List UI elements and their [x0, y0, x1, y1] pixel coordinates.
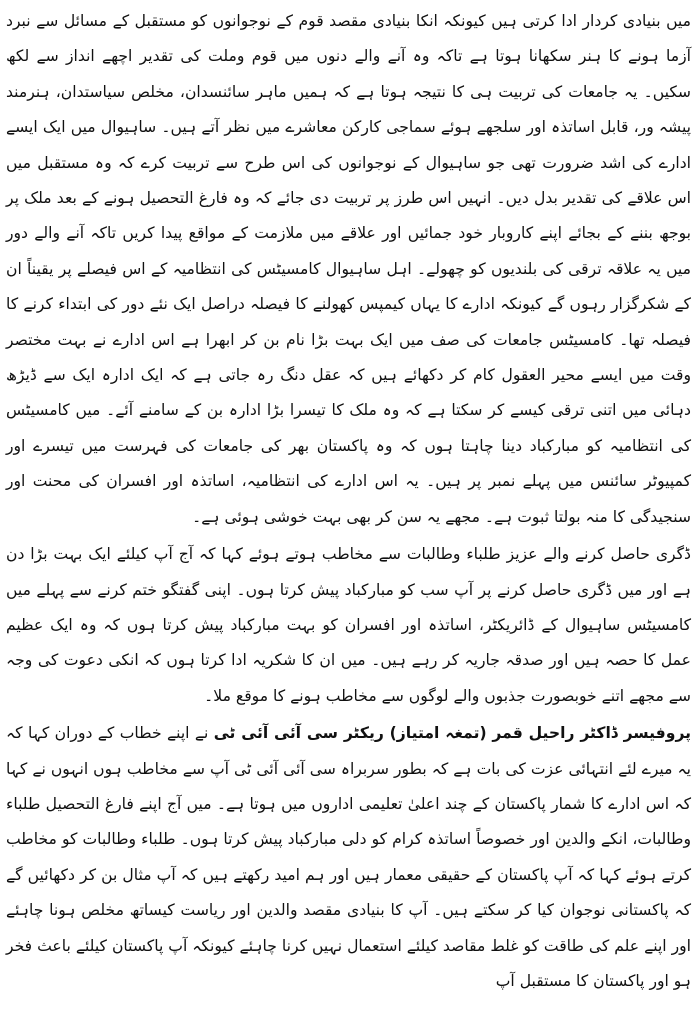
speaker-name: پروفیسر ڈاکٹر راحیل قمر (تمغہ امتیاز) ریکٹر سی آئی آئی ٹی	[213, 724, 691, 743]
paragraph-2	[6, 537, 691, 714]
paragraph-3	[6, 716, 691, 999]
paragraph-2-text: ڈگری حاصل کرنے والے عزیز طلباء وطالبات سے مخاطب ہوتے ہوئے کہا کہ آج آپ کیلئے ایک بہت بڑا دن ہے اور میں ڈگری حاصل کرنے پر آپ سب کو مبارکباد پیش کرتا ہوں۔ اپنی گفتگو ختم کرنے سے پہلے میں کامسیٹس ساہیوال کے ڈائریکٹر، اساتذہ اور افسران کو بہت مبارکباد پیش کرتا ہوں کہ وہ ایک عظیم عمل کا حصہ ہیں اور صدقہ جاریہ کر رہے ہیں۔ میں ان کا شکریہ ادا کرتا ہوں کہ انکی دعوت کی وجہ سے مجھے اتنے خوبصورت جذبوں والے لوگوں سے مخاطب ہونے کا موقع ملا۔	[6, 545, 691, 705]
paragraph-3-text: نے اپنے خطاب کے دوران کہا کہ یہ میرے لئے انتہائی عزت کی بات ہے کہ بطور سربراہ سی آئی آئی ٹی آپ سے مخاطب ہوں انہوں نے کہا کہ اس ادارے کا شمار پاکستان کے چند اعلیٰ تعلیمی اداروں میں ہوتا ہے۔ میں آج اپنے فارغ التحصیل طلباء وطالبات، انکے والدین اور خصوصاً اساتذہ کرام کو دلی مبارکباد پیش کرتا ہوں۔ طلباء وطالبات کو مخاطب کرتے ہوئے کہا کہ آپ پاکستان کے حقیقی معمار ہیں اور ہم امید رکھتے ہیں کہ آپ مثال بن کر دکھائیں گے کہ پاکستانی نوجوان کیا کر سکتے ہیں۔ آپ کا بنیادی مقصد والدین اور ریاست کیساتھ مخلص ہونا چاہئے اور اپنے علم کی طاقت کو غلط مقاصد کیلئے استعمال نہیں کرنا چاہئے کیونکہ آپ پاکستان کیلئے باعث فخر ہو اور پاکستان کا مستقبل آپ	[6, 724, 691, 990]
paragraph-1	[6, 4, 691, 535]
paragraph-1-text: میں بنیادی کردار ادا کرتی ہیں کیونکہ انکا بنیادی مقصد قوم کے نوجوانوں کو مستقبل کے مسائل سے نبرد آزما ہونے کا ہنر سکھانا ہوتا ہے تاکہ وہ آنے والے دنوں میں قوم وملت کی تقدیر اچھے انداز سے لکھ سکیں۔ یہ جامعات کی تربیت ہی کا نتیجہ ہوتا ہے کہ ہمیں ماہر سائنسدان، مخلص سیاستدان، ہنرمند پیشہ ور، قابل اساتذہ اور سلجھے ہوئے سماجی کارکن معاشرے میں نظر آتے ہیں۔ ساہیوال میں ایک ایسے ادارے کی اشد ضرورت تھی جو ساہیوال کے نوجوانوں کی اس طرح سے تربیت کرے کہ وہ مستقبل میں اس علاقے کی تقدیر بدل دیں۔ انہیں اس طرز پر تربیت دی جائے کہ وہ فارغ التحصیل ہونے کے بعد ملک پر بوجھ بننے کے بجائے اپنے کاروبار خود جمائیں اور علاقے میں ملازمت کے مواقع پیدا کریں تاکہ آنے والے دور میں یہ علاقہ ترقی کی بلندیوں کو چھولے۔ اہل ساہیوال کامسیٹس کی انتظامیہ کے اس فیصلے پر یقیناً ان کے شکرگزار رہوں گے کیونکہ ادارے کا یہاں کیمپس کھولنے کا فیصلہ دراصل ایک نئے دور کی ابتداء کرنے کا فیصلہ تھا۔ کامسیٹس جامعات کی صف میں ایک بہت بڑا نام بن کر ابھرا ہے اس ادارے نے بہت مختصر وقت میں ایسے محیر العقول کام کر دکھائے ہیں کہ عقل دنگ رہ جاتی ہے کہ ایک ادارہ ایک سے ڈیڑھ دہائی میں اتنی ترقی کیسے کر سکتا ہے کہ وہ ملک کا تیسرا بڑا ادارہ بن کے سامنے آئے۔ میں کامسیٹس کی انتظامیہ کو مبارکباد دینا چاہتا ہوں کہ وہ پاکستان بھر کی جامعات کی فہرست میں تیسرے اور کمپیوٹر سائنس میں پہلے نمبر پر ہیں۔ یہ اس ادارے کی انتظامیہ، اساتذہ اور افسران کی محنت اور سنجیدگی کا منہ بولتا ثبوت ہے۔ مجھے یہ سن کر بھی بہت خوشی ہوئی ہے۔	[6, 12, 691, 526]
